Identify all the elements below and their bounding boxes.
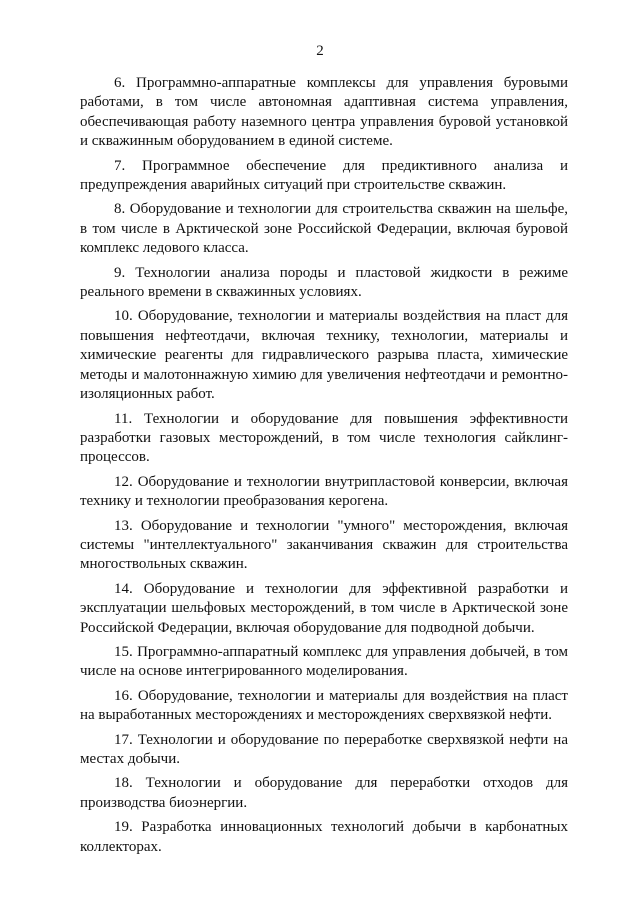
list-item: 10. Оборудование, технологии и материалы воздействия на пласт для повышения нефтеотдачи, включая технику, технологии, материалы и химические реагенты для гидравлического разрыва пласта, химические методы и малотоннажную химию для увеличения нефтеотдачи и ремонтно-изоляционных работ. xyxy=(80,308,568,403)
list-item: 18. Технологии и оборудование для переработки отходов для производства биоэнергии. xyxy=(80,775,568,811)
list-item: 17. Технологии и оборудование по переработке сверхвязкой нефти на местах добычи. xyxy=(80,731,568,767)
list-item: 8. Оборудование и технологии для строительства скважин на шельфе, в том числе в Арктической зоне Российской Федерации, включая буровой комплекс ледового класса. xyxy=(80,201,568,257)
list-item: 11. Технологии и оборудование для повышения эффективности разработки газовых месторождений, в том числе технология сайклинг-процессов. xyxy=(80,410,568,466)
list-item: 14. Оборудование и технологии для эффективной разработки и эксплуатации шельфовых месторождений, в том числе в Арктической зоне Российской Федерации, включая оборудование для подводной добычи. xyxy=(80,580,568,636)
list-item: 12. Оборудование и технологии внутрипластовой конверсии, включая технику и технологии преобразования керогена. xyxy=(80,473,568,510)
list-item: 16. Оборудование, технологии и материалы для воздействия на пласт на выработанных месторождениях и месторождениях сверхвязкой нефти. xyxy=(80,687,568,724)
list-item: 13. Оборудование и технологии "умного" месторождения, включая системы "интеллектуального" заканчивания скважин для строительства многоствольных скважин. xyxy=(80,517,568,573)
document-body xyxy=(80,74,568,862)
list-item: 19. Разработка инновационных технологий добычи в карбонатных коллекторах. xyxy=(80,819,568,855)
list-item: 7. Программное обеспечение для предиктивного анализа и предупреждения аварийных ситуаций при строительстве скважин. xyxy=(80,157,568,194)
list-item: 9. Технологии анализа породы и пластовой жидкости в режиме реального времени в скважинных условиях. xyxy=(80,264,568,301)
list-item: 6. Программно-аппаратные комплексы для управления буровыми работами, в том числе автономная адаптивная система управления, обеспечивающая работу наземного центра управления буровой установкой и скважинным оборудованием в единой системе. xyxy=(80,75,568,150)
list-item: 15. Программно-аппаратный комплекс для управления добычей, в том числе на основе интегрированного моделирования. xyxy=(80,643,568,680)
page-number: 2 xyxy=(316,43,324,59)
